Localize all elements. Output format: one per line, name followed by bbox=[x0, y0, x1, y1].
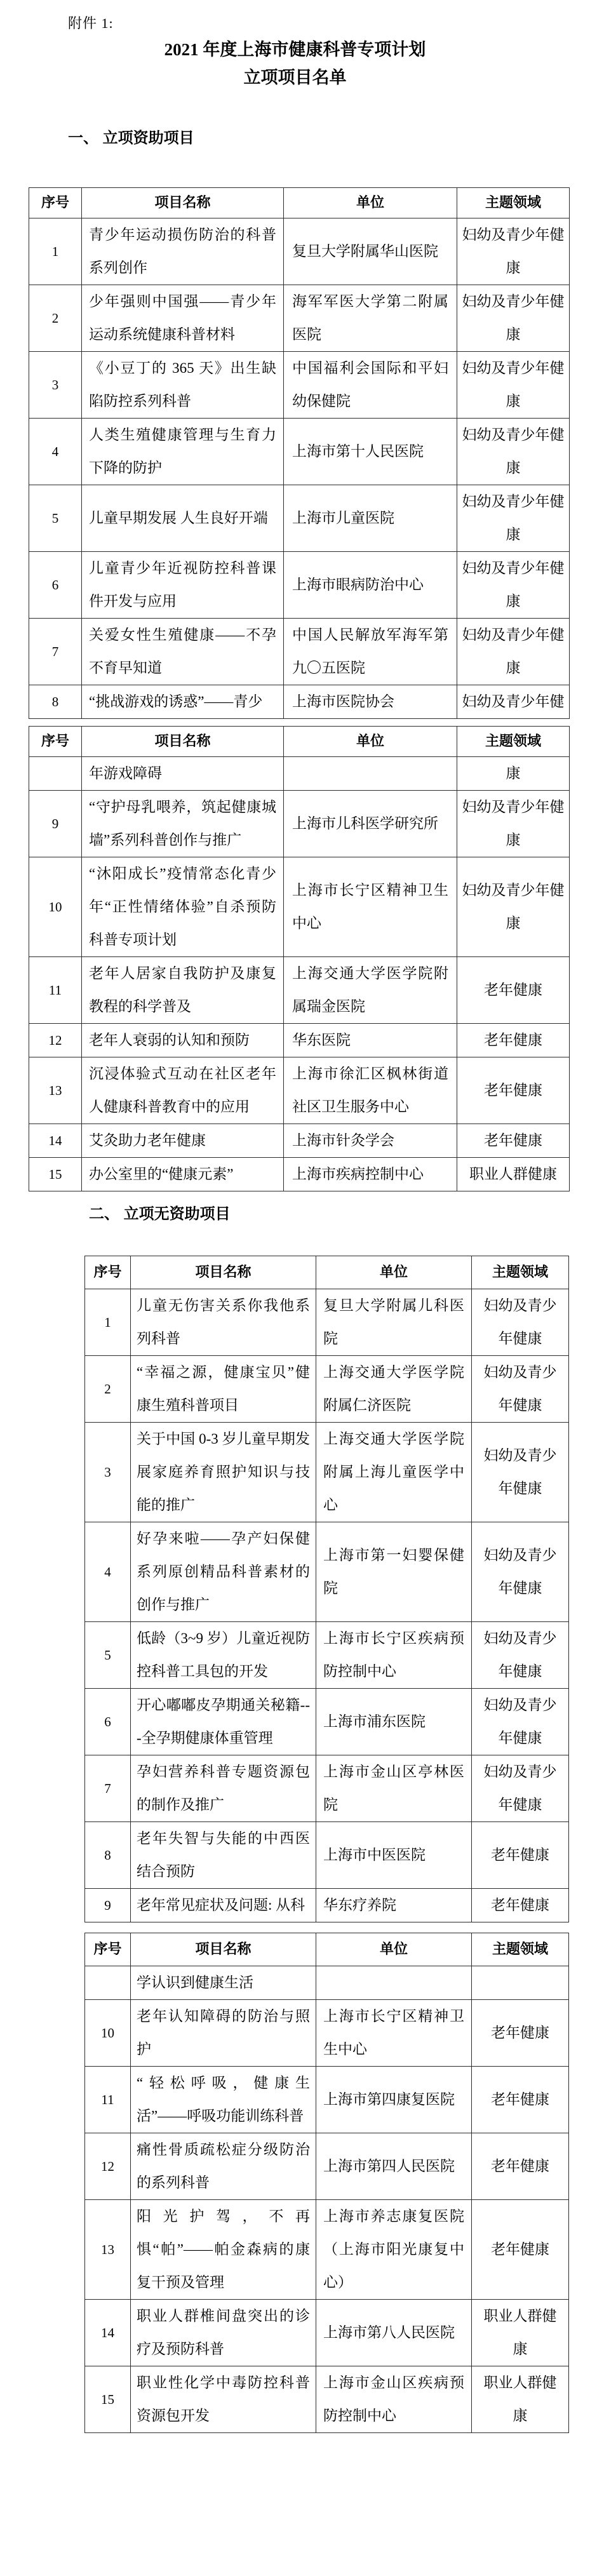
row-number-cell: 8 bbox=[29, 685, 82, 719]
theme-cell: 妇幼及青少年健康 bbox=[472, 1622, 569, 1689]
table-row bbox=[85, 1622, 569, 1689]
row-number-cell: 14 bbox=[85, 2300, 131, 2366]
theme-cell: 老年健康 bbox=[472, 2067, 569, 2133]
row-number-cell: 7 bbox=[29, 619, 82, 685]
unit-cell: 上海交通大学医学院附属仁济医院 bbox=[316, 1356, 472, 1423]
row-number-cell: 8 bbox=[85, 1822, 131, 1889]
project-name-cell: “幸福之源，健康宝贝”健康生殖科普项目 bbox=[131, 1356, 316, 1423]
unit-cell bbox=[316, 1966, 472, 2000]
theme-cell: 妇幼及青少年健康 bbox=[457, 552, 570, 619]
row-number-cell: 11 bbox=[29, 957, 82, 1024]
project-name-cell: “挑战游戏的诱惑”——青少 bbox=[82, 685, 284, 719]
table-row bbox=[85, 1755, 569, 1822]
theme-cell bbox=[472, 1966, 569, 2000]
project-name-cell: 人类生殖健康管理与生育力下降的防护 bbox=[82, 419, 284, 485]
project-name-cell: 青少年运动损伤防治的科普系列创作 bbox=[82, 218, 284, 285]
theme-cell: 妇幼及青少年健康 bbox=[472, 1289, 569, 1356]
column-header: 项目名称 bbox=[82, 188, 284, 218]
funded-projects-table-part1 bbox=[29, 187, 570, 719]
column-header: 主题领域 bbox=[472, 1933, 569, 1966]
table-row bbox=[85, 2133, 569, 2200]
column-header: 项目名称 bbox=[131, 1256, 316, 1289]
theme-cell: 康 bbox=[457, 757, 570, 791]
project-name-cell: 艾灸助力老年健康 bbox=[82, 1124, 284, 1158]
project-name-cell: 开心嘟嘟皮孕期通关秘籍---全孕期健康体重管理 bbox=[131, 1689, 316, 1755]
row-number-cell: 2 bbox=[29, 285, 82, 352]
table-row bbox=[29, 685, 570, 719]
project-name-cell: “守护母乳喂养，筑起健康城墙”系列科普创作与推广 bbox=[82, 791, 284, 857]
attachment-label: 附件 1: bbox=[68, 15, 114, 31]
theme-cell: 妇幼及青少年健康 bbox=[472, 1356, 569, 1423]
theme-cell: 老年健康 bbox=[472, 2133, 569, 2200]
theme-cell: 妇幼及青少年健康 bbox=[457, 419, 570, 485]
unit-cell: 上海市长宁区精神卫生中心 bbox=[316, 2000, 472, 2067]
unit-cell: 上海市第十人民医院 bbox=[284, 419, 457, 485]
theme-cell: 妇幼及青少年健康 bbox=[472, 1755, 569, 1822]
column-header: 单位 bbox=[284, 727, 457, 757]
table-row bbox=[85, 1966, 569, 2000]
theme-cell: 职业人群健康 bbox=[472, 2366, 569, 2433]
theme-cell: 妇幼及青少年健康 bbox=[457, 285, 570, 352]
theme-cell: 职业人群健康 bbox=[472, 2300, 569, 2366]
unit-cell: 上海市第八人民医院 bbox=[316, 2300, 472, 2366]
unit-cell: 上海市第四人民医院 bbox=[316, 2133, 472, 2200]
row-number-cell: 5 bbox=[29, 485, 82, 552]
table-row bbox=[29, 1024, 570, 1057]
table-row bbox=[29, 352, 570, 419]
unit-cell: 中国人民解放军海军第九〇五医院 bbox=[284, 619, 457, 685]
funded-projects-table-part2 bbox=[29, 726, 570, 1191]
unit-cell bbox=[284, 757, 457, 791]
column-header: 项目名称 bbox=[131, 1933, 316, 1966]
table-row bbox=[85, 2067, 569, 2133]
table-row bbox=[85, 1423, 569, 1522]
project-name-cell: 《小豆丁的 365 天》出生缺陷防控系列科普 bbox=[82, 352, 284, 419]
unit-cell: 上海市疾病控制中心 bbox=[284, 1158, 457, 1191]
theme-cell: 妇幼及青少年健康 bbox=[457, 218, 570, 285]
column-header: 序号 bbox=[85, 1933, 131, 1966]
table-row bbox=[29, 957, 570, 1024]
unit-cell: 上海市儿科医学研究所 bbox=[284, 791, 457, 857]
theme-cell: 老年健康 bbox=[457, 957, 570, 1024]
project-name-cell: 老年认知障碍的防治与照护 bbox=[131, 2000, 316, 2067]
project-name-cell: 好孕来啦——孕产妇保健系列原创精品科普素材的创作与推广 bbox=[131, 1522, 316, 1622]
unit-cell: 复旦大学附属儿科医院 bbox=[316, 1289, 472, 1356]
header-row bbox=[29, 188, 570, 218]
theme-cell: 妇幼及青少年健康 bbox=[457, 791, 570, 857]
unit-cell: 上海市徐汇区枫林街道社区卫生服务中心 bbox=[284, 1057, 457, 1124]
project-name-cell: 儿童青少年近视防控科普课件开发与应用 bbox=[82, 552, 284, 619]
theme-cell: 老年健康 bbox=[457, 1124, 570, 1158]
column-header: 主题领域 bbox=[457, 727, 570, 757]
project-name-cell: 儿童早期发展 人生良好开端 bbox=[82, 485, 284, 552]
table-row bbox=[29, 619, 570, 685]
table-row bbox=[85, 1689, 569, 1755]
unit-cell: 上海市眼病防治中心 bbox=[284, 552, 457, 619]
row-number-cell: 10 bbox=[85, 2000, 131, 2067]
project-name-cell: 儿童无伤害关系你我他系列科普 bbox=[131, 1289, 316, 1356]
project-name-cell: 学认识到健康生活 bbox=[131, 1966, 316, 2000]
table-row bbox=[85, 2366, 569, 2433]
column-header: 序号 bbox=[85, 1256, 131, 1289]
table-row bbox=[29, 485, 570, 552]
unit-cell: 上海市浦东医院 bbox=[316, 1689, 472, 1755]
table-row bbox=[85, 1822, 569, 1889]
column-header: 项目名称 bbox=[82, 727, 284, 757]
theme-cell: 老年健康 bbox=[472, 2000, 569, 2067]
project-name-cell: 阳光护驾，不再惧“帕”——帕金森病的康复干预及管理 bbox=[131, 2200, 316, 2300]
project-name-cell: 老年人衰弱的认知和预防 bbox=[82, 1024, 284, 1057]
header-row bbox=[29, 727, 570, 757]
header-row bbox=[85, 1933, 569, 1966]
table-row bbox=[85, 1522, 569, 1622]
unit-cell: 上海市第四康复医院 bbox=[316, 2067, 472, 2133]
row-number-cell: 4 bbox=[85, 1522, 131, 1622]
theme-cell: 老年健康 bbox=[472, 1822, 569, 1889]
project-name-cell: 老年人居家自我防护及康复教程的科学普及 bbox=[82, 957, 284, 1024]
project-name-cell: 职业性化学中毒防控科普资源包开发 bbox=[131, 2366, 316, 2433]
project-name-cell: 办公室里的“健康元素” bbox=[82, 1158, 284, 1191]
column-header: 序号 bbox=[29, 188, 82, 218]
project-name-cell: 沉浸体验式互动在社区老年人健康科普教育中的应用 bbox=[82, 1057, 284, 1124]
row-number-cell: 14 bbox=[29, 1124, 82, 1158]
unit-cell: 上海市第一妇婴保健院 bbox=[316, 1522, 472, 1622]
project-name-cell: 年游戏障碍 bbox=[82, 757, 284, 791]
row-number-cell: 2 bbox=[85, 1356, 131, 1423]
document-title-line1: 2021 年度上海市健康科普专项计划 bbox=[164, 40, 426, 59]
row-number-cell: 5 bbox=[85, 1622, 131, 1689]
row-number-cell: 11 bbox=[85, 2067, 131, 2133]
column-header: 单位 bbox=[316, 1256, 472, 1289]
unit-cell: 上海市金山区疾病预防控制中心 bbox=[316, 2366, 472, 2433]
row-number-cell: 1 bbox=[85, 1289, 131, 1356]
theme-cell: 妇幼及青少年健康 bbox=[457, 485, 570, 552]
unit-cell: 上海市金山区亭林医院 bbox=[316, 1755, 472, 1822]
unit-cell: 上海交通大学医学院附属上海儿童医学中心 bbox=[316, 1423, 472, 1522]
theme-cell: 妇幼及青少年健康 bbox=[472, 1522, 569, 1622]
unit-cell: 上海市儿童医院 bbox=[284, 485, 457, 552]
unit-cell: 中国福利会国际和平妇幼保健院 bbox=[284, 352, 457, 419]
header-row bbox=[85, 1256, 569, 1289]
row-number-cell: 15 bbox=[85, 2366, 131, 2433]
table-row bbox=[85, 2000, 569, 2067]
project-name-cell: “沐阳成长”疫情常态化青少年“正性情绪体验”自杀预防科普专项计划 bbox=[82, 857, 284, 957]
unit-cell: 上海市针灸学会 bbox=[284, 1124, 457, 1158]
table-row bbox=[85, 1289, 569, 1356]
row-number-cell: 3 bbox=[29, 352, 82, 419]
unit-cell: 上海市医院协会 bbox=[284, 685, 457, 719]
theme-cell: 妇幼及青少年健康 bbox=[472, 1423, 569, 1522]
project-name-cell: 老年常见症状及问题: 从科 bbox=[131, 1889, 316, 1922]
table-row bbox=[29, 1124, 570, 1158]
project-name-cell: 老年失智与失能的中西医结合预防 bbox=[131, 1822, 316, 1889]
row-number-cell bbox=[85, 1966, 131, 2000]
table-row bbox=[85, 1356, 569, 1423]
table-row bbox=[29, 552, 570, 619]
unit-cell: 上海市养志康复医院（上海市阳光康复中心） bbox=[316, 2200, 472, 2300]
theme-cell: 妇幼及青少年健康 bbox=[457, 619, 570, 685]
row-number-cell: 3 bbox=[85, 1423, 131, 1522]
column-header: 主题领域 bbox=[457, 188, 570, 218]
table-row bbox=[29, 218, 570, 285]
table-row bbox=[85, 1889, 569, 1922]
column-header: 主题领域 bbox=[472, 1256, 569, 1289]
row-number-cell: 12 bbox=[29, 1024, 82, 1057]
table-row bbox=[29, 757, 570, 791]
row-number-cell: 1 bbox=[29, 218, 82, 285]
unit-cell: 上海交通大学医学院附属瑞金医院 bbox=[284, 957, 457, 1024]
unfunded-projects-table-part1 bbox=[84, 1256, 569, 1922]
unit-cell: 上海市长宁区疾病预防控制中心 bbox=[316, 1622, 472, 1689]
unit-cell: 上海市中医医院 bbox=[316, 1822, 472, 1889]
table-row bbox=[29, 1057, 570, 1124]
table-row bbox=[29, 419, 570, 485]
row-number-cell: 15 bbox=[29, 1158, 82, 1191]
row-number-cell: 9 bbox=[85, 1889, 131, 1922]
column-header: 序号 bbox=[29, 727, 82, 757]
table-row bbox=[85, 2300, 569, 2366]
unfunded-projects-table-part2 bbox=[84, 1933, 569, 2433]
table-row bbox=[29, 285, 570, 352]
row-number-cell: 13 bbox=[29, 1057, 82, 1124]
unit-cell: 上海市长宁区精神卫生中心 bbox=[284, 857, 457, 957]
column-header: 单位 bbox=[316, 1933, 472, 1966]
table-row bbox=[29, 857, 570, 957]
project-name-cell: 关于中国 0-3 岁儿童早期发展家庭养育照护知识与技能的推广 bbox=[131, 1423, 316, 1522]
project-name-cell: 痛性骨质疏松症分级防治的系列科普 bbox=[131, 2133, 316, 2200]
theme-cell: 老年健康 bbox=[472, 1889, 569, 1922]
project-name-cell: 职业人群椎间盘突出的诊疗及预防科普 bbox=[131, 2300, 316, 2366]
theme-cell: 妇幼及青少年健 bbox=[457, 685, 570, 719]
row-number-cell bbox=[29, 757, 82, 791]
theme-cell: 妇幼及青少年健康 bbox=[457, 857, 570, 957]
row-number-cell: 7 bbox=[85, 1755, 131, 1822]
row-number-cell: 10 bbox=[29, 857, 82, 957]
table-row bbox=[29, 791, 570, 857]
theme-cell: 妇幼及青少年健康 bbox=[457, 352, 570, 419]
project-name-cell: 少年强则中国强——青少年运动系统健康科普材料 bbox=[82, 285, 284, 352]
theme-cell: 妇幼及青少年健康 bbox=[472, 1689, 569, 1755]
unit-cell: 华东医院 bbox=[284, 1024, 457, 1057]
table-row bbox=[85, 2200, 569, 2300]
theme-cell: 老年健康 bbox=[472, 2200, 569, 2300]
theme-cell: 职业人群健康 bbox=[457, 1158, 570, 1191]
project-name-cell: “轻松呼吸，健康生活”——呼吸功能训练科普 bbox=[131, 2067, 316, 2133]
unit-cell: 华东疗养院 bbox=[316, 1889, 472, 1922]
section-2-heading: 二、 立项无资助项目 bbox=[89, 1205, 231, 1223]
document-title-line2: 立项项目名单 bbox=[243, 68, 347, 87]
theme-cell: 老年健康 bbox=[457, 1024, 570, 1057]
column-header: 单位 bbox=[284, 188, 457, 218]
project-name-cell: 孕妇营养科普专题资源包的制作及推广 bbox=[131, 1755, 316, 1822]
unit-cell: 复旦大学附属华山医院 bbox=[284, 218, 457, 285]
row-number-cell: 13 bbox=[85, 2200, 131, 2300]
row-number-cell: 4 bbox=[29, 419, 82, 485]
unit-cell: 海军军医大学第二附属医院 bbox=[284, 285, 457, 352]
section-1-heading: 一、 立项资助项目 bbox=[68, 130, 194, 147]
theme-cell: 老年健康 bbox=[457, 1057, 570, 1124]
row-number-cell: 9 bbox=[29, 791, 82, 857]
row-number-cell: 12 bbox=[85, 2133, 131, 2200]
row-number-cell: 6 bbox=[85, 1689, 131, 1755]
project-name-cell: 低龄（3~9 岁）儿童近视防控科普工具包的开发 bbox=[131, 1622, 316, 1689]
table-row bbox=[29, 1158, 570, 1191]
project-name-cell: 关爱女性生殖健康——不孕不育早知道 bbox=[82, 619, 284, 685]
row-number-cell: 6 bbox=[29, 552, 82, 619]
